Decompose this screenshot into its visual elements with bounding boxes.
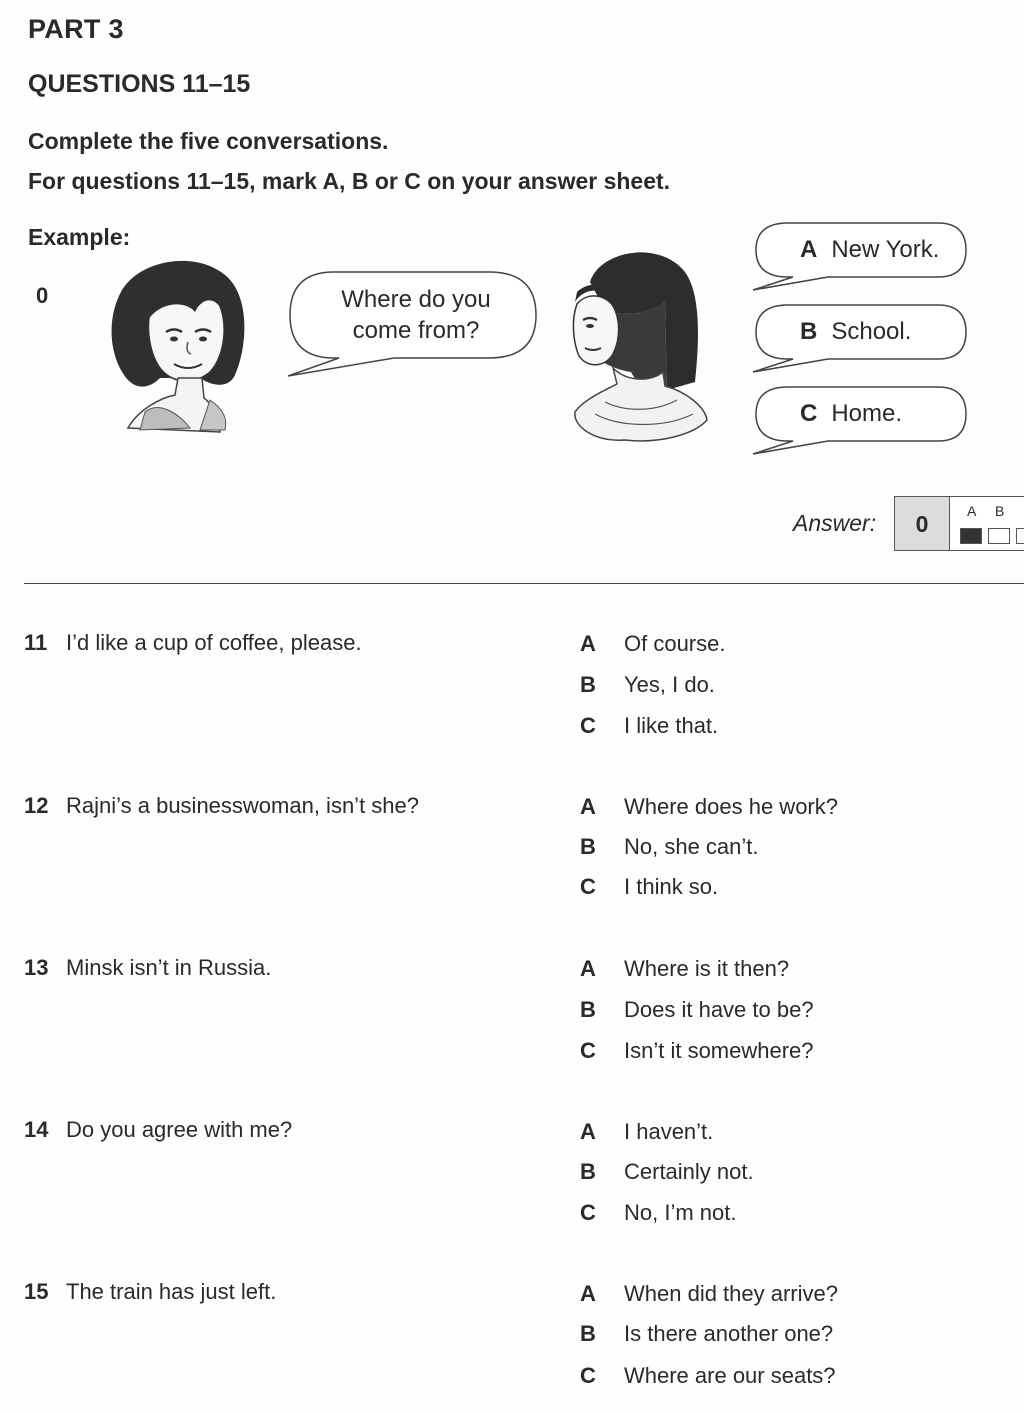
part-title: PART 3 bbox=[28, 14, 124, 44]
option-letter: B bbox=[580, 1159, 596, 1184]
option-text: Does it have to be? bbox=[624, 997, 814, 1022]
option-letter: A bbox=[580, 631, 596, 656]
option-text: No, I’m not. bbox=[624, 1200, 737, 1225]
example-speech-text bbox=[300, 284, 532, 346]
option-letter: C bbox=[580, 1038, 596, 1063]
woman-asking-illustration bbox=[100, 250, 255, 440]
answer-grid-letter-b: B bbox=[995, 503, 1005, 519]
question-text: I’d like a cup of coffee, please. bbox=[66, 630, 362, 655]
section-divider bbox=[24, 583, 1024, 584]
option-text: When did they arrive? bbox=[624, 1281, 838, 1306]
example-label: Example: bbox=[28, 224, 131, 250]
question-text: Rajni’s a businesswoman, isn’t she? bbox=[66, 793, 419, 818]
question-number: 15 bbox=[24, 1279, 49, 1304]
option-a bbox=[800, 236, 939, 264]
option-a-text: New York. bbox=[831, 236, 940, 263]
option-text: No, she can’t. bbox=[624, 834, 759, 859]
answer-grid-letter-a: A bbox=[967, 503, 977, 519]
answer-label: Answer: bbox=[793, 510, 877, 536]
option-c-letter: C bbox=[800, 400, 818, 427]
option-letter: C bbox=[580, 1363, 596, 1388]
question-text: The train has just left. bbox=[66, 1279, 277, 1304]
speech-line-2: come from? bbox=[352, 317, 480, 344]
question-text: Do you agree with me? bbox=[66, 1117, 293, 1142]
option-letter: B bbox=[580, 672, 596, 697]
answer-number-box: 0 bbox=[894, 496, 950, 551]
option-text: I think so. bbox=[624, 874, 719, 899]
option-a-letter: A bbox=[800, 236, 818, 263]
option-c bbox=[800, 400, 902, 428]
option-b-text: School. bbox=[831, 318, 912, 345]
option-letter: B bbox=[580, 997, 596, 1022]
option-text: Of course. bbox=[624, 631, 726, 656]
option-letter: C bbox=[580, 713, 596, 738]
option-text: Isn’t it somewhere? bbox=[624, 1038, 814, 1063]
option-text: Where does he work? bbox=[624, 794, 838, 819]
option-b bbox=[800, 318, 911, 346]
answer-box-b bbox=[988, 528, 1010, 544]
answer-box-c bbox=[1016, 528, 1024, 544]
answer-box-a-filled bbox=[960, 528, 982, 544]
option-letter: A bbox=[580, 1119, 596, 1144]
questions-title: QUESTIONS 11–15 bbox=[28, 70, 251, 98]
question-number: 12 bbox=[24, 793, 49, 818]
answer-grid bbox=[950, 496, 1024, 551]
example-number: 0 bbox=[36, 283, 49, 308]
option-text: I haven’t. bbox=[624, 1119, 714, 1144]
option-letter: A bbox=[580, 1281, 596, 1306]
option-text: Yes, I do. bbox=[624, 672, 715, 697]
question-number: 13 bbox=[24, 955, 49, 980]
option-text: Where is it then? bbox=[624, 956, 790, 981]
question-number: 14 bbox=[24, 1117, 49, 1142]
question-number: 11 bbox=[24, 630, 48, 655]
option-b-letter: B bbox=[800, 318, 818, 345]
instruction-line-1: Complete the five conversations. bbox=[28, 128, 389, 154]
option-letter: C bbox=[580, 1200, 596, 1225]
woman-answering-illustration bbox=[565, 242, 715, 452]
speech-line-1: Where do you bbox=[341, 286, 491, 313]
option-letter: B bbox=[580, 1321, 596, 1346]
option-c-text: Home. bbox=[831, 400, 903, 427]
option-text: I like that. bbox=[624, 713, 719, 738]
option-letter: C bbox=[580, 874, 596, 899]
option-letter: A bbox=[580, 956, 596, 981]
instruction-line-2: For questions 11–15, mark A, B or C on your answer sheet. bbox=[28, 168, 671, 194]
answer-grid-letters bbox=[967, 503, 1023, 519]
option-letter: A bbox=[580, 794, 596, 819]
question-text: Minsk isn’t in Russia. bbox=[66, 955, 272, 980]
option-text: Where are our seats? bbox=[624, 1363, 836, 1388]
option-text: Is there another one? bbox=[624, 1321, 834, 1346]
option-text: Certainly not. bbox=[624, 1159, 754, 1184]
option-letter: B bbox=[580, 834, 596, 859]
